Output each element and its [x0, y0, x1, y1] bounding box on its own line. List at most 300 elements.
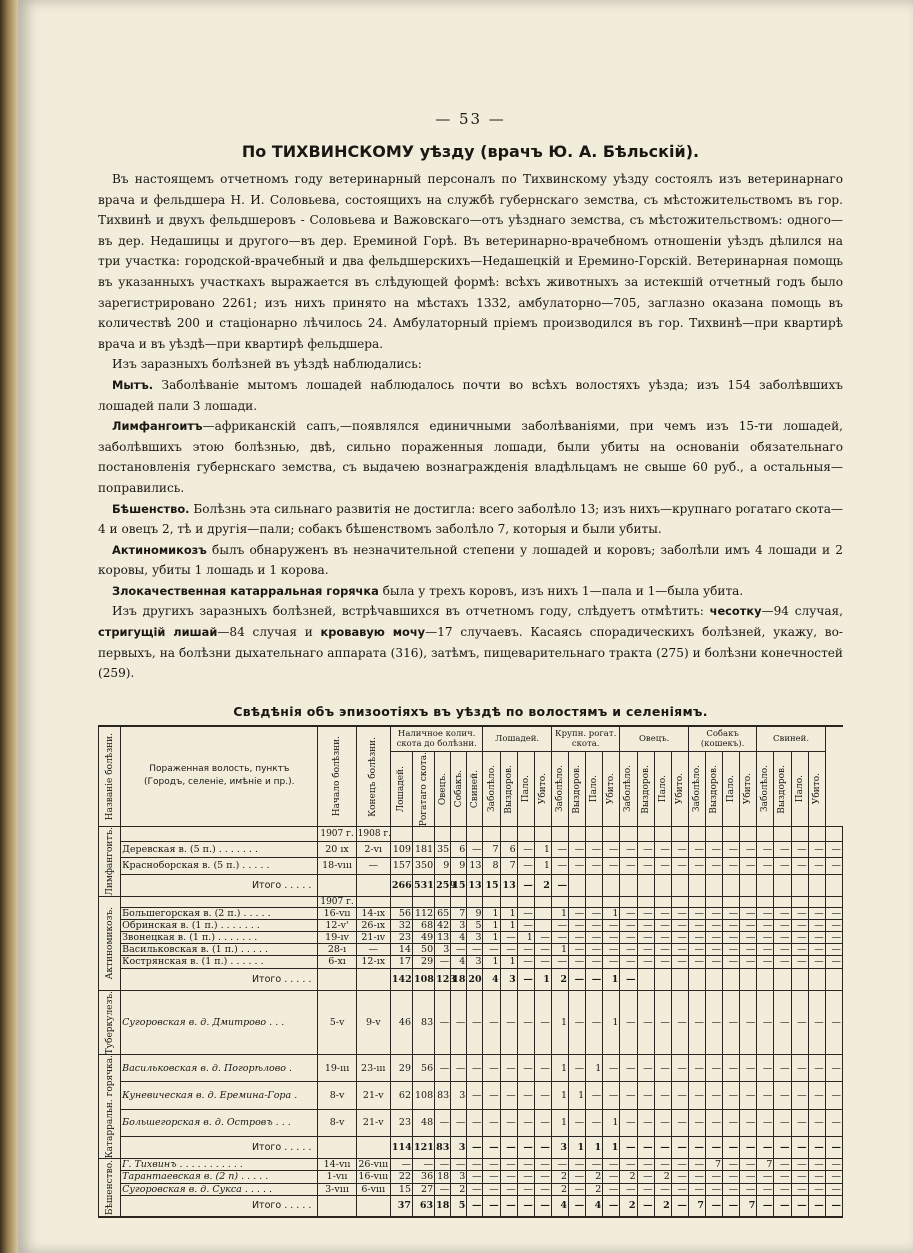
value-cell: 42: [435, 919, 451, 931]
header-sub-col-label: Убито.: [811, 773, 822, 805]
value-cell: —: [586, 1082, 603, 1109]
total-value-cell: 7: [740, 1195, 757, 1217]
header-sub-col-label: Пало.: [794, 775, 805, 803]
total-value-cell: 15: [451, 874, 467, 896]
value-cell: —: [688, 1109, 705, 1136]
end-date: 21-v: [356, 1109, 390, 1136]
value-cell: —: [637, 858, 654, 874]
total-value-cell: [586, 874, 603, 896]
total-value-cell: —: [569, 968, 586, 990]
value-cell: —: [637, 1109, 654, 1136]
value-cell: —: [671, 1159, 688, 1171]
header-place-line2: (Городъ, селеніе, имѣніе и пр.).: [144, 777, 295, 788]
end-date: 9-v: [356, 990, 390, 1054]
year-empty-cell: [637, 896, 654, 907]
end-date: 14-ıx: [356, 907, 390, 919]
year-place-empty: [121, 896, 318, 907]
value-cell: —: [586, 919, 603, 931]
value-cell: —: [825, 932, 842, 944]
total-value-cell: [757, 874, 774, 896]
total-value-cell: —: [517, 1195, 534, 1217]
table-row: [99, 1171, 843, 1183]
total-value-cell: —: [500, 1137, 517, 1159]
value-cell: —: [517, 1054, 534, 1081]
total-value-cell: —: [757, 1195, 774, 1217]
total-value-cell: 18: [451, 968, 467, 990]
table-body: [99, 827, 843, 1218]
start-date: 19-ıv: [318, 932, 356, 944]
header-sub-col: [637, 751, 654, 826]
value-cell: —: [671, 919, 688, 931]
total-value-cell: 20: [467, 968, 483, 990]
header-count-col-label: Рогатаго скота.: [418, 751, 429, 827]
value-cell: 3: [435, 944, 451, 956]
total-value-cell: —: [825, 1195, 842, 1217]
year-empty-cell: [534, 896, 551, 907]
table-row: [99, 932, 843, 944]
value-cell: —: [435, 1159, 451, 1171]
value-cell: —: [705, 919, 722, 931]
total-row: [99, 1137, 843, 1159]
year-row: [99, 896, 843, 907]
year-empty-cell: [435, 827, 451, 842]
table-row: [99, 919, 843, 931]
total-value-cell: —: [740, 1137, 757, 1159]
value-cell: —: [551, 932, 568, 944]
value-cell: 3: [451, 919, 467, 931]
value-cell: —: [705, 956, 722, 968]
header-group-horses: Лошадей.: [483, 726, 551, 752]
value-cell: —: [467, 1054, 483, 1081]
value-cell: —: [705, 1183, 722, 1195]
total-value-cell: —: [654, 1137, 671, 1159]
value-cell: —: [705, 841, 722, 857]
value-cell: —: [791, 1159, 808, 1171]
value-cell: —: [774, 858, 791, 874]
value-cell: —: [435, 1109, 451, 1136]
value-cell: —: [757, 919, 774, 931]
value-cell: —: [517, 990, 534, 1054]
value-cell: —: [654, 1183, 671, 1195]
year-empty-cell: [517, 827, 534, 842]
total-value-cell: —: [534, 1195, 551, 1217]
value-cell: —: [569, 932, 586, 944]
value-cell: 1: [551, 1082, 568, 1109]
start-date: 5-v: [318, 990, 356, 1054]
value-cell: —: [774, 990, 791, 1054]
value-cell: —: [757, 1171, 774, 1183]
value-cell: —: [757, 841, 774, 857]
value-cell: —: [517, 1183, 534, 1195]
total-value-cell: —: [723, 1137, 740, 1159]
keyword-myt: Мытъ.: [112, 377, 154, 392]
total-value-cell: 1: [534, 968, 551, 990]
start-date: 3-vııı: [318, 1183, 356, 1195]
value-cell: —: [620, 919, 637, 931]
value-cell: —: [654, 919, 671, 931]
total-value-cell: [671, 874, 688, 896]
header-count-col-label: Овецъ.: [437, 772, 448, 806]
value-cell: —: [671, 1054, 688, 1081]
value-cell: —: [435, 990, 451, 1054]
header-sub-col: [808, 751, 825, 826]
value-cell: —: [688, 1054, 705, 1081]
value-cell: —: [688, 932, 705, 944]
value-cell: 1: [551, 944, 568, 956]
value-cell: —: [586, 944, 603, 956]
table-row: [99, 841, 843, 857]
total-value-cell: —: [791, 1137, 808, 1159]
value-cell: —: [740, 858, 757, 874]
keyword-scabies: чесотку: [709, 604, 762, 619]
header-group-count: Наличное колич. скота до болѣзни.: [390, 726, 483, 752]
value-cell: 2: [654, 1171, 671, 1183]
value-cell: —: [808, 919, 825, 931]
total-value-cell: 2: [551, 968, 568, 990]
total-label: Итого . . . . .: [121, 968, 318, 990]
value-cell: —: [551, 956, 568, 968]
total-value-cell: —: [671, 1195, 688, 1217]
value-cell: 1: [569, 1082, 586, 1109]
value-cell: —: [517, 1159, 534, 1171]
total-value-cell: —: [517, 1137, 534, 1159]
value-cell: —: [688, 956, 705, 968]
table-row: [99, 956, 843, 968]
value-cell: —: [791, 919, 808, 931]
total-label: Итого . . . . .: [121, 1137, 318, 1159]
value-cell: —: [500, 932, 517, 944]
header-sub-col-label: Пало.: [589, 775, 600, 803]
value-cell: —: [740, 990, 757, 1054]
year-empty-cell: [435, 896, 451, 907]
value-cell: —: [723, 944, 740, 956]
total-start-empty: [318, 1137, 356, 1159]
value-cell: —: [671, 990, 688, 1054]
total-value-cell: [825, 968, 842, 990]
value-cell: 35: [435, 841, 451, 857]
value-cell: 1: [586, 1054, 603, 1081]
place-name: Обринская в. (1 п.) . . . . . . .: [121, 919, 318, 931]
year-empty-cell: [740, 827, 757, 842]
value-cell: 108: [413, 1082, 435, 1109]
value-cell: —: [791, 841, 808, 857]
value-cell: —: [534, 944, 551, 956]
year-empty-cell: [637, 827, 654, 842]
start-date: 18-vııı: [318, 858, 356, 874]
value-cell: —: [586, 956, 603, 968]
value-cell: —: [620, 1183, 637, 1195]
total-value-cell: 1: [603, 968, 620, 990]
total-value-cell: [723, 968, 740, 990]
start-date: 12-v': [318, 919, 356, 931]
total-value-cell: [740, 968, 757, 990]
header-sub-col-label: Пало.: [520, 775, 531, 803]
value-cell: 109: [390, 841, 412, 857]
value-cell: —: [774, 1082, 791, 1109]
value-cell: —: [825, 1082, 842, 1109]
total-value-cell: —: [586, 968, 603, 990]
total-value-cell: —: [825, 1137, 842, 1159]
value-cell: —: [791, 1054, 808, 1081]
value-cell: —: [808, 1109, 825, 1136]
year-empty-cell: [654, 896, 671, 907]
value-cell: —: [390, 1159, 412, 1171]
value-cell: —: [671, 1171, 688, 1183]
total-value-cell: [637, 874, 654, 896]
place-name: Г. Тихвинъ . . . . . . . . . . .: [121, 1159, 318, 1171]
header-sub-col-label: Выздоров.: [572, 764, 583, 814]
header-count-col-3: [435, 751, 451, 826]
start-date: 19-ııı: [318, 1054, 356, 1081]
value-cell: —: [551, 858, 568, 874]
value-cell: —: [534, 956, 551, 968]
value-cell: —: [620, 1109, 637, 1136]
year-end: [356, 896, 390, 907]
value-cell: 29: [413, 956, 435, 968]
total-value-cell: 13: [500, 874, 517, 896]
total-value-cell: 123: [435, 968, 451, 990]
value-cell: —: [723, 956, 740, 968]
value-cell: —: [586, 932, 603, 944]
year-empty-cell: [586, 827, 603, 842]
value-cell: —: [740, 1171, 757, 1183]
header-sub-col: [774, 751, 791, 826]
header-sub-col-label: Заболѣло.: [691, 765, 702, 813]
total-value-cell: [774, 968, 791, 990]
total-value-cell: —: [500, 1195, 517, 1217]
value-cell: —: [435, 1183, 451, 1195]
paragraph-catarrhal-fever: [98, 581, 843, 602]
value-cell: —: [757, 1109, 774, 1136]
total-value-cell: 121: [413, 1137, 435, 1159]
value-cell: 1: [483, 956, 500, 968]
total-value-cell: 266: [390, 874, 412, 896]
paragraph-actinomycosis-text: былъ обнаруженъ въ незначительной степени у лошадей и коровъ; заболѣли имъ 4 лошади и 2 коровы, убиты 1 лошадь и 1 корова.: [98, 542, 843, 578]
place-name: Тарантаевская в. (2 п) . . . . .: [121, 1171, 318, 1183]
total-value-cell: —: [808, 1137, 825, 1159]
value-cell: —: [569, 1171, 586, 1183]
value-cell: —: [705, 990, 722, 1054]
value-cell: —: [586, 841, 603, 857]
value-cell: 4: [451, 956, 467, 968]
total-value-cell: —: [808, 1195, 825, 1217]
value-cell: —: [517, 956, 534, 968]
value-cell: —: [603, 858, 620, 874]
header-sub-col: [517, 751, 534, 826]
total-row: [99, 1195, 843, 1217]
header-sub-col: [534, 751, 551, 826]
value-cell: —: [808, 932, 825, 944]
value-cell: —: [451, 1159, 467, 1171]
year-empty-cell: [500, 827, 517, 842]
value-cell: —: [671, 1082, 688, 1109]
value-cell: —: [620, 1054, 637, 1081]
header-sub-col-label: Пало.: [726, 775, 737, 803]
value-cell: —: [500, 1159, 517, 1171]
total-value-cell: —: [637, 1137, 654, 1159]
value-cell: —: [825, 1183, 842, 1195]
value-cell: —: [791, 907, 808, 919]
value-cell: —: [808, 1054, 825, 1081]
value-cell: 1: [483, 919, 500, 931]
header-disease-label: Названіе болѣзни.: [104, 732, 115, 821]
year-empty-cell: [551, 896, 568, 907]
value-cell: 6: [451, 841, 467, 857]
value-cell: —: [808, 841, 825, 857]
total-value-cell: —: [517, 968, 534, 990]
total-value-cell: [620, 874, 637, 896]
total-value-cell: 2: [620, 1195, 637, 1217]
year-empty-cell: [688, 896, 705, 907]
year-empty-cell: [808, 827, 825, 842]
total-value-cell: [569, 874, 586, 896]
value-cell: —: [534, 1082, 551, 1109]
total-value-cell: 1: [586, 1137, 603, 1159]
value-cell: —: [483, 1159, 500, 1171]
value-cell: —: [671, 932, 688, 944]
value-cell: —: [654, 956, 671, 968]
year-empty-cell: [534, 827, 551, 842]
paragraph-personnel: Въ настоящемъ отчетномъ году ветеринарный персоналъ по Тихвинскому уѣзду состоялъ изъ ветеринарнаго врача и фельдшера Н. И. Соловьева, состоящихъ на службѣ губернскаго земства, съ мѣстожительствомъ въ гор. Тихвинѣ и двухъ фельдшеровъ - Соловьева и Важовскаго—отъ уѣзднаго земства, съ мѣстожительствомъ: одного—въ дер. Недашицы и другого—въ дер. Ереминой Горѣ. Въ ветеринарно-врачебномъ отношеніи уѣздъ дѣлился на три участка: городской-врачебный и два фельдшерскихъ—Недашецкій и Еремино-Горскій. Ветеринарная помощь въ указанныхъ участкахъ выражается въ слѣдующей формѣ: всѣхъ животныхъ за истекшій отчетный годъ было зарегистрировано 2261; изъ нихъ принято на мѣстахъ 1332, амбулаторно—705, заглазно оказана помощь въ количествѣ 200 и стаціонарно лѣчилось 24. Амбулаторный пріемъ производился въ гор. Тихвинѣ—при квартирѣ врача и въ уѣздѣ—при квартирѣ фельдшера.: [98, 172, 843, 351]
value-cell: —: [705, 1171, 722, 1183]
header-sub-col: [688, 751, 705, 826]
value-cell: —: [688, 919, 705, 931]
value-cell: —: [808, 956, 825, 968]
table-header: [99, 726, 843, 827]
year-empty-cell: [825, 896, 842, 907]
value-cell: 7: [500, 858, 517, 874]
total-value-cell: [603, 874, 620, 896]
section-heading: По ТИХВИНСКОМУ уѣзду (врачъ Ю. А. Бѣльскій).: [241, 142, 700, 161]
value-cell: 3: [451, 1082, 467, 1109]
total-value-cell: —: [705, 1137, 722, 1159]
value-cell: 7: [757, 1159, 774, 1171]
total-start-empty: [318, 874, 356, 896]
value-cell: 9: [451, 858, 467, 874]
value-cell: —: [620, 932, 637, 944]
value-cell: —: [451, 944, 467, 956]
value-cell: —: [688, 990, 705, 1054]
value-cell: —: [671, 1183, 688, 1195]
value-cell: —: [534, 1183, 551, 1195]
value-cell: —: [654, 1109, 671, 1136]
total-value-cell: 3: [500, 968, 517, 990]
header-count-col-5: [467, 751, 483, 826]
total-value-cell: 259: [435, 874, 451, 896]
value-cell: —: [586, 1109, 603, 1136]
value-cell: 6: [500, 841, 517, 857]
value-cell: 23: [390, 932, 412, 944]
disease-name: Актиномикозъ.: [104, 906, 115, 980]
value-cell: —: [705, 944, 722, 956]
value-cell: 27: [413, 1183, 435, 1195]
value-cell: —: [740, 956, 757, 968]
value-cell: —: [534, 1159, 551, 1171]
value-cell: 14: [390, 944, 412, 956]
value-cell: 2: [620, 1171, 637, 1183]
value-cell: —: [500, 1183, 517, 1195]
value-cell: —: [534, 1171, 551, 1183]
header-sub-col-label: Заболѣло.: [486, 765, 497, 813]
value-cell: —: [740, 841, 757, 857]
value-cell: —: [620, 907, 637, 919]
value-cell: —: [654, 858, 671, 874]
total-row: [99, 874, 843, 896]
header-sub-col: [723, 751, 740, 826]
header-disease: [99, 726, 121, 827]
value-cell: —: [791, 1109, 808, 1136]
value-cell: 62: [390, 1082, 412, 1109]
header-sub-col: [500, 751, 517, 826]
total-value-cell: 142: [390, 968, 412, 990]
value-cell: —: [723, 1159, 740, 1171]
value-cell: —: [467, 944, 483, 956]
value-cell: 68: [413, 919, 435, 931]
year-empty-cell: [705, 827, 722, 842]
value-cell: —: [500, 1054, 517, 1081]
end-date: —: [356, 858, 390, 874]
value-cell: —: [551, 919, 568, 931]
value-cell: —: [569, 907, 586, 919]
year-end: 1908 г.: [356, 827, 390, 842]
total-value-cell: [637, 968, 654, 990]
header-place-line1: Пораженная волость, пунктъ: [149, 764, 290, 775]
page-content: [98, 110, 843, 1218]
value-cell: —: [467, 1082, 483, 1109]
value-cell: 2: [586, 1183, 603, 1195]
total-end-empty: [356, 874, 390, 896]
year-empty-cell: [451, 827, 467, 842]
year-empty-cell: [517, 896, 534, 907]
value-cell: 15: [390, 1183, 412, 1195]
start-date: 6-xı: [318, 956, 356, 968]
year-empty-cell: [569, 896, 586, 907]
total-value-cell: [791, 968, 808, 990]
header-sub-col-label: Убито.: [674, 773, 685, 805]
value-cell: —: [740, 1054, 757, 1081]
value-cell: —: [757, 956, 774, 968]
total-value-cell: 37: [390, 1195, 412, 1217]
value-cell: 1: [483, 932, 500, 944]
header-start-label: Начало болѣзни.: [332, 736, 343, 817]
value-cell: —: [603, 1054, 620, 1081]
value-cell: 32: [390, 919, 412, 931]
value-cell: —: [467, 841, 483, 857]
value-cell: 46: [390, 990, 412, 1054]
end-date: 26-ıx: [356, 919, 390, 931]
value-cell: —: [483, 1082, 500, 1109]
header-count-col-label: Свиней.: [469, 769, 480, 808]
value-cell: [534, 919, 551, 931]
table-row: [99, 990, 843, 1054]
header-group-cattle: Крупн. рогат. скота.: [551, 726, 619, 752]
start-date: 8-v: [318, 1109, 356, 1136]
value-cell: —: [705, 1109, 722, 1136]
value-cell: —: [774, 1171, 791, 1183]
paragraph-myt-text: Заболѣваніе мытомъ лошадей наблюдалось почти во всѣхъ волостяхъ уѣзда; изъ 154 заболѣвшихъ лошадей пали 3 лошади.: [98, 377, 843, 413]
total-value-cell: —: [723, 1195, 740, 1217]
place-name: Кострянская в. (1 п.) . . . . . .: [121, 956, 318, 968]
value-cell: —: [569, 841, 586, 857]
value-cell: 17: [390, 956, 412, 968]
year-empty-cell: [757, 896, 774, 907]
value-cell: —: [757, 990, 774, 1054]
value-cell: —: [637, 1171, 654, 1183]
value-cell: —: [791, 1171, 808, 1183]
value-cell: 13: [435, 932, 451, 944]
year-empty-cell: [791, 896, 808, 907]
value-cell: —: [637, 907, 654, 919]
